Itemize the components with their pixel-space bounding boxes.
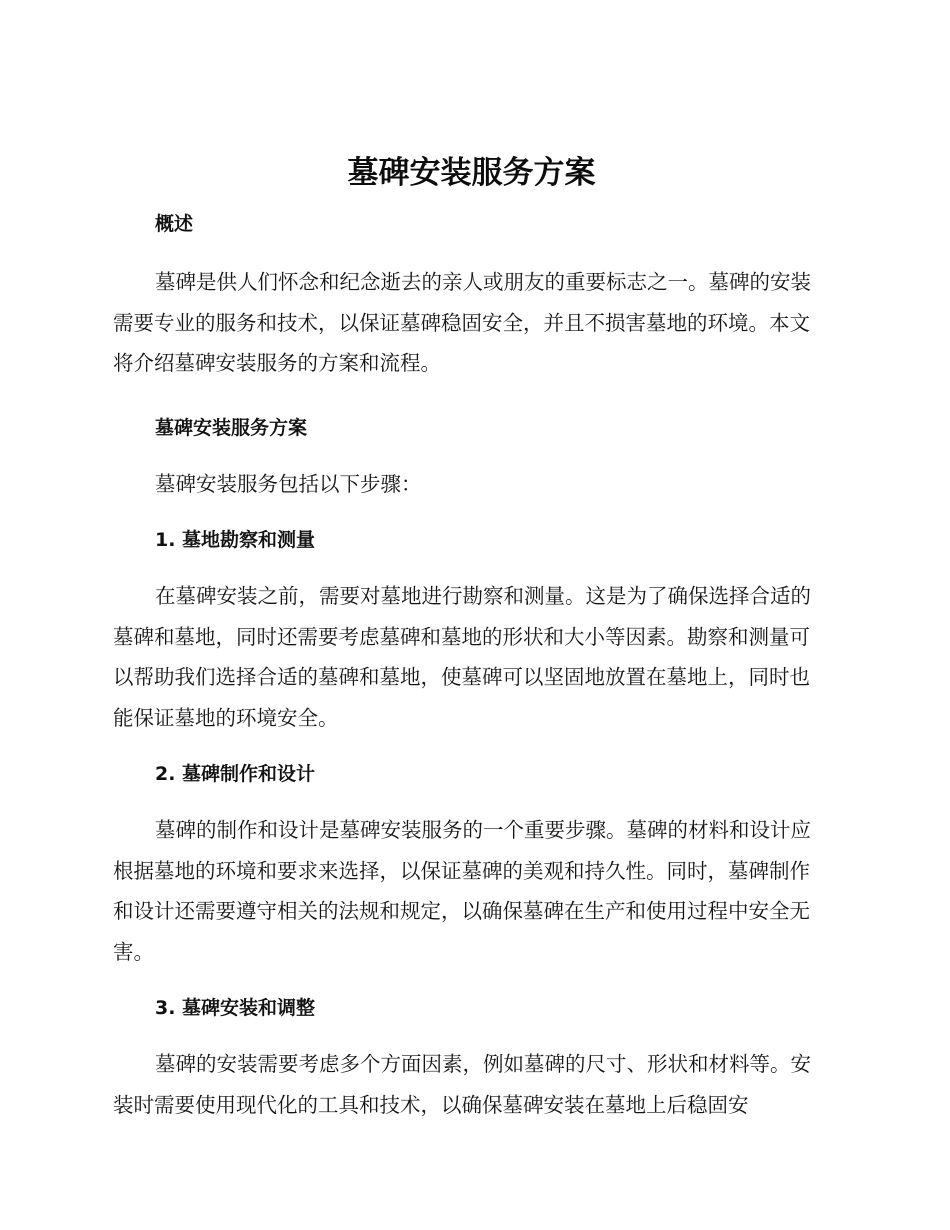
step2-paragraph: 墓碑的制作和设计是墓碑安装服务的一个重要步骤。墓碑的材料和设计应根据墓地的环境和要求来选择，以保证墓碑的美观和持久性。同时，墓碑制作和设计还需要遵守相关的法规和规定，以确保墓碑在生产和使用过程中安全无害。 bbox=[113, 818, 811, 964]
spacer bbox=[113, 554, 830, 576]
spacer bbox=[113, 738, 830, 760]
spacer bbox=[113, 1022, 830, 1044]
document-body bbox=[113, 152, 830, 1125]
spacer bbox=[113, 442, 830, 464]
spacer bbox=[113, 788, 830, 810]
spacer bbox=[113, 384, 830, 414]
spacer bbox=[113, 238, 830, 262]
plan-intro-paragraph: 墓碑安装服务包括以下步骤： bbox=[155, 471, 422, 496]
step2-heading: 2. 墓碑制作和设计 bbox=[155, 763, 316, 785]
plan-heading: 墓碑安装服务方案 bbox=[155, 416, 308, 439]
spacer bbox=[113, 972, 830, 994]
document-title: 墓碑安装服务方案 bbox=[347, 155, 596, 191]
step3-heading: 3. 墓碑安装和调整 bbox=[155, 997, 316, 1019]
spacer bbox=[113, 504, 830, 526]
overview-paragraph: 墓碑是供人们怀念和纪念逝去的亲人或朋友的重要标志之一。墓碑的安装需要专业的服务和技术，以保证墓碑稳固安全，并且不损害墓地的环境。本文将介绍墓碑安装服务的方案和流程。 bbox=[113, 270, 811, 375]
step1-paragraph: 在墓碑安装之前，需要对墓地进行勘察和测量。这是为了确保选择合适的墓碑和墓地，同时还需要考虑墓碑和墓地的形状和大小等因素。勘察和测量可以帮助我们选择合适的墓碑和墓地，使墓碑可以坚固地放置在墓地上，同时也能保证墓地的环境安全。 bbox=[113, 584, 811, 730]
step1-heading: 1. 墓地勘察和测量 bbox=[155, 529, 316, 551]
overview-heading: 概述 bbox=[155, 213, 194, 235]
step3-paragraph: 墓碑的安装需要考虑多个方面因素，例如墓碑的尺寸、形状和材料等。安装时需要使用现代化的工具和技术，以确保墓碑安装在墓地上后稳固安 bbox=[113, 1052, 811, 1117]
